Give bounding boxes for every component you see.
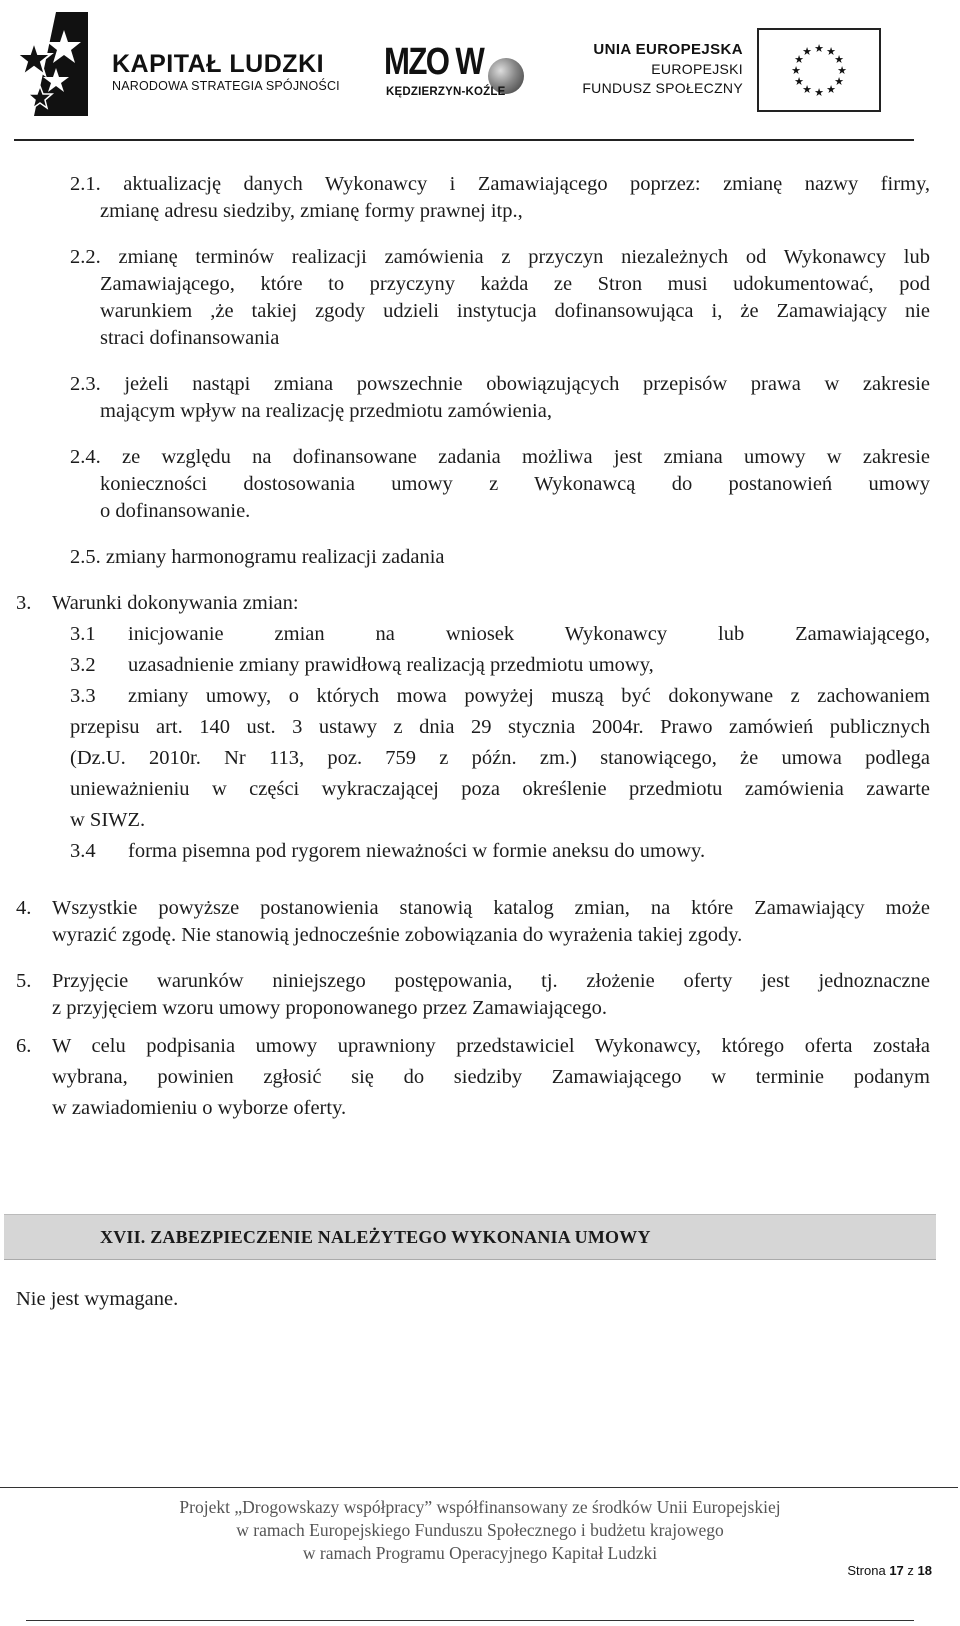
item-5-line-1: Przyjęcie warunków niniejszego postępowania, tj. złożenie oferty jest jednoznaczne bbox=[52, 970, 930, 992]
footer-divider-bottom bbox=[26, 1620, 914, 1621]
item-2-2-line-2: Zamawiającego, które to przyczyny każda ze Stron musi udokumentować, pod bbox=[100, 273, 930, 295]
svg-text:★: ★ bbox=[794, 75, 804, 88]
mzo-logo bbox=[384, 42, 544, 106]
item-5-line-2: z przyjęciem wzoru umowy proponowanego przez Zamawiającego. bbox=[52, 997, 607, 1019]
item-2-4-line-1: 2.4. ze względu na dofinansowane zadania możliwa jest zmiana umowy w zakresie bbox=[70, 446, 930, 468]
item-2-2-line-3: warunkiem ,że takiej zgody udzieli instytucja dofinansowująca i, że Zamawiający nie bbox=[100, 300, 930, 322]
svg-text:★: ★ bbox=[814, 86, 824, 99]
kapital-ludzki-title: KAPITAŁ LUDZKI bbox=[112, 50, 325, 78]
svg-text:★: ★ bbox=[834, 53, 844, 66]
item-6-line-2: wybrana, powinien zgłosić się do siedziby Zamawiającego w terminie podanym bbox=[52, 1066, 930, 1088]
kapital-ludzki-subtitle: NARODOWA STRATEGIA SPÓJNOŚCI bbox=[112, 79, 340, 93]
svg-text:★: ★ bbox=[834, 75, 844, 88]
item-2-3-line-2: mającym wpływ na realizację przedmiotu zamówienia, bbox=[100, 400, 552, 422]
item-4-num: 4. bbox=[16, 897, 32, 919]
item-3-4-text: forma pisemna pod rygorem nieważności w formie aneksu do umowy. bbox=[128, 840, 706, 862]
svg-text:★: ★ bbox=[814, 42, 824, 55]
item-3-1-num: 3.1 bbox=[70, 623, 96, 645]
section-heading-bar bbox=[4, 1214, 936, 1260]
item-3-3-line-1: zmiany umowy, o których mowa powyżej muszą być dokonywane z zachowaniem bbox=[128, 685, 930, 707]
item-3-3-line-5: w SIWZ. bbox=[70, 809, 146, 831]
item-6-num: 6. bbox=[16, 1035, 32, 1057]
svg-text:★: ★ bbox=[826, 83, 836, 96]
item-3-4-num: 3.4 bbox=[70, 840, 96, 862]
header-divider bbox=[14, 139, 914, 141]
item-6-line-1: W celu podpisania umowy uprawniony przedstawiciel Wykonawcy, którego oferta została bbox=[52, 1035, 930, 1057]
mzo-title: MZO W bbox=[384, 41, 484, 83]
item-3-1-text: inicjowanie zmian na wniosek Wykonawcy lub Zamawiającego, bbox=[128, 623, 930, 645]
item-3-text: Warunki dokonywania zmian: bbox=[52, 592, 299, 614]
svg-text:★: ★ bbox=[837, 64, 847, 77]
kapital-ludzki-logo-mark bbox=[16, 12, 88, 116]
item-6-line-3: w zawiadomieniu o wyborze oferty. bbox=[52, 1097, 347, 1119]
svg-text:★: ★ bbox=[802, 83, 812, 96]
eu-flag-icon bbox=[757, 28, 881, 112]
footer-divider-top bbox=[0, 1487, 958, 1488]
item-2-4-line-2: konieczności dostosowania umowy z Wykonawcą do postanowień umowy bbox=[100, 473, 930, 495]
item-2-2-line-4: straci dofinansowania bbox=[100, 327, 280, 349]
item-2-1-line-1: 2.1. aktualizację danych Wykonawcy i Zamawiającego poprzez: zmianę nazwy firmy, bbox=[70, 173, 931, 195]
item-3-3-num: 3.3 bbox=[70, 685, 96, 707]
item-2-3-line-1: 2.3. jeżeli nastąpi zmiana powszechnie obowiązujących przepisów prawa w zakresie bbox=[70, 373, 931, 395]
item-2-2-line-1: 2.2. zmianę terminów realizacji zamówienia z przyczyn niezależnych od Wykonawcy lub bbox=[70, 246, 931, 268]
page-header bbox=[0, 0, 960, 142]
item-3-3-line-2: przepisu art. 140 ust. 3 ustawy z dnia 29 stycznia 2004r. Prawo zamówień publicznych bbox=[70, 716, 930, 738]
eu-title: UNIA EUROPEJSKA bbox=[593, 41, 743, 58]
item-3-2-num: 3.2 bbox=[70, 654, 96, 676]
item-3-3-line-4: unieważnieniu w części wykraczającej poza określenie przedmiotu zamówienia zawarte bbox=[70, 778, 930, 800]
item-3-3-line-3: (Dz.U. 2010r. Nr 113, poz. 759 z późn. zm.) stanowiącego, że umowa podlega bbox=[70, 747, 930, 769]
eu-line-2: FUNDUSZ SPOŁECZNY bbox=[582, 80, 743, 96]
item-2-5: 2.5. zmiany harmonogramu realizacji zadania bbox=[70, 546, 445, 568]
footer-line-2: w ramach Europejskiego Funduszu Społecznego i budżetu krajowego bbox=[236, 1520, 724, 1540]
page-number: Strona 17 z 18 bbox=[847, 1563, 932, 1578]
eu-line-1: EUROPEJSKI bbox=[651, 61, 743, 77]
mzo-subtitle: KĘDZIERZYN-KOŹLE bbox=[386, 86, 506, 98]
item-2-1-line-2: zmianę adresu siedziby, zmianę formy prawnej itp., bbox=[100, 200, 523, 222]
kapital-ludzki-wordmark bbox=[112, 50, 340, 94]
eu-wordmark bbox=[575, 40, 743, 98]
footer-line-3: w ramach Programu Operacyjnego Kapitał Ludzki bbox=[302, 1543, 658, 1563]
svg-text:★: ★ bbox=[791, 64, 801, 77]
section-body: Nie jest wymagane. bbox=[16, 1288, 179, 1310]
item-5-num: 5. bbox=[16, 970, 32, 992]
item-4-line-1: Wszystkie powyższe postanowienia stanowią katalog zmian, na które Zamawiający może bbox=[52, 897, 930, 919]
footer-line-1: Projekt „Drogowskazy współpracy” współfinansowany ze środków Unii Europejskiej bbox=[179, 1497, 781, 1517]
item-3-2-text: uzasadnienie zmiany prawidłową realizacją przedmiotu umowy, bbox=[128, 654, 654, 676]
section-title: XVII. ZABEZPIECZENIE NALEŻYTEGO WYKONANIA UMOWY bbox=[100, 1227, 651, 1247]
svg-text:★: ★ bbox=[826, 45, 836, 58]
item-2-4-line-3: o dofinansowanie. bbox=[100, 500, 251, 522]
item-4-line-2: wyrazić zgodę. Nie stanowią jednocześnie zobowiązania do wyrażenia takiej zgody. bbox=[52, 924, 743, 946]
svg-text:★: ★ bbox=[802, 45, 812, 58]
svg-text:★: ★ bbox=[794, 53, 804, 66]
item-3-num: 3. bbox=[16, 592, 32, 614]
